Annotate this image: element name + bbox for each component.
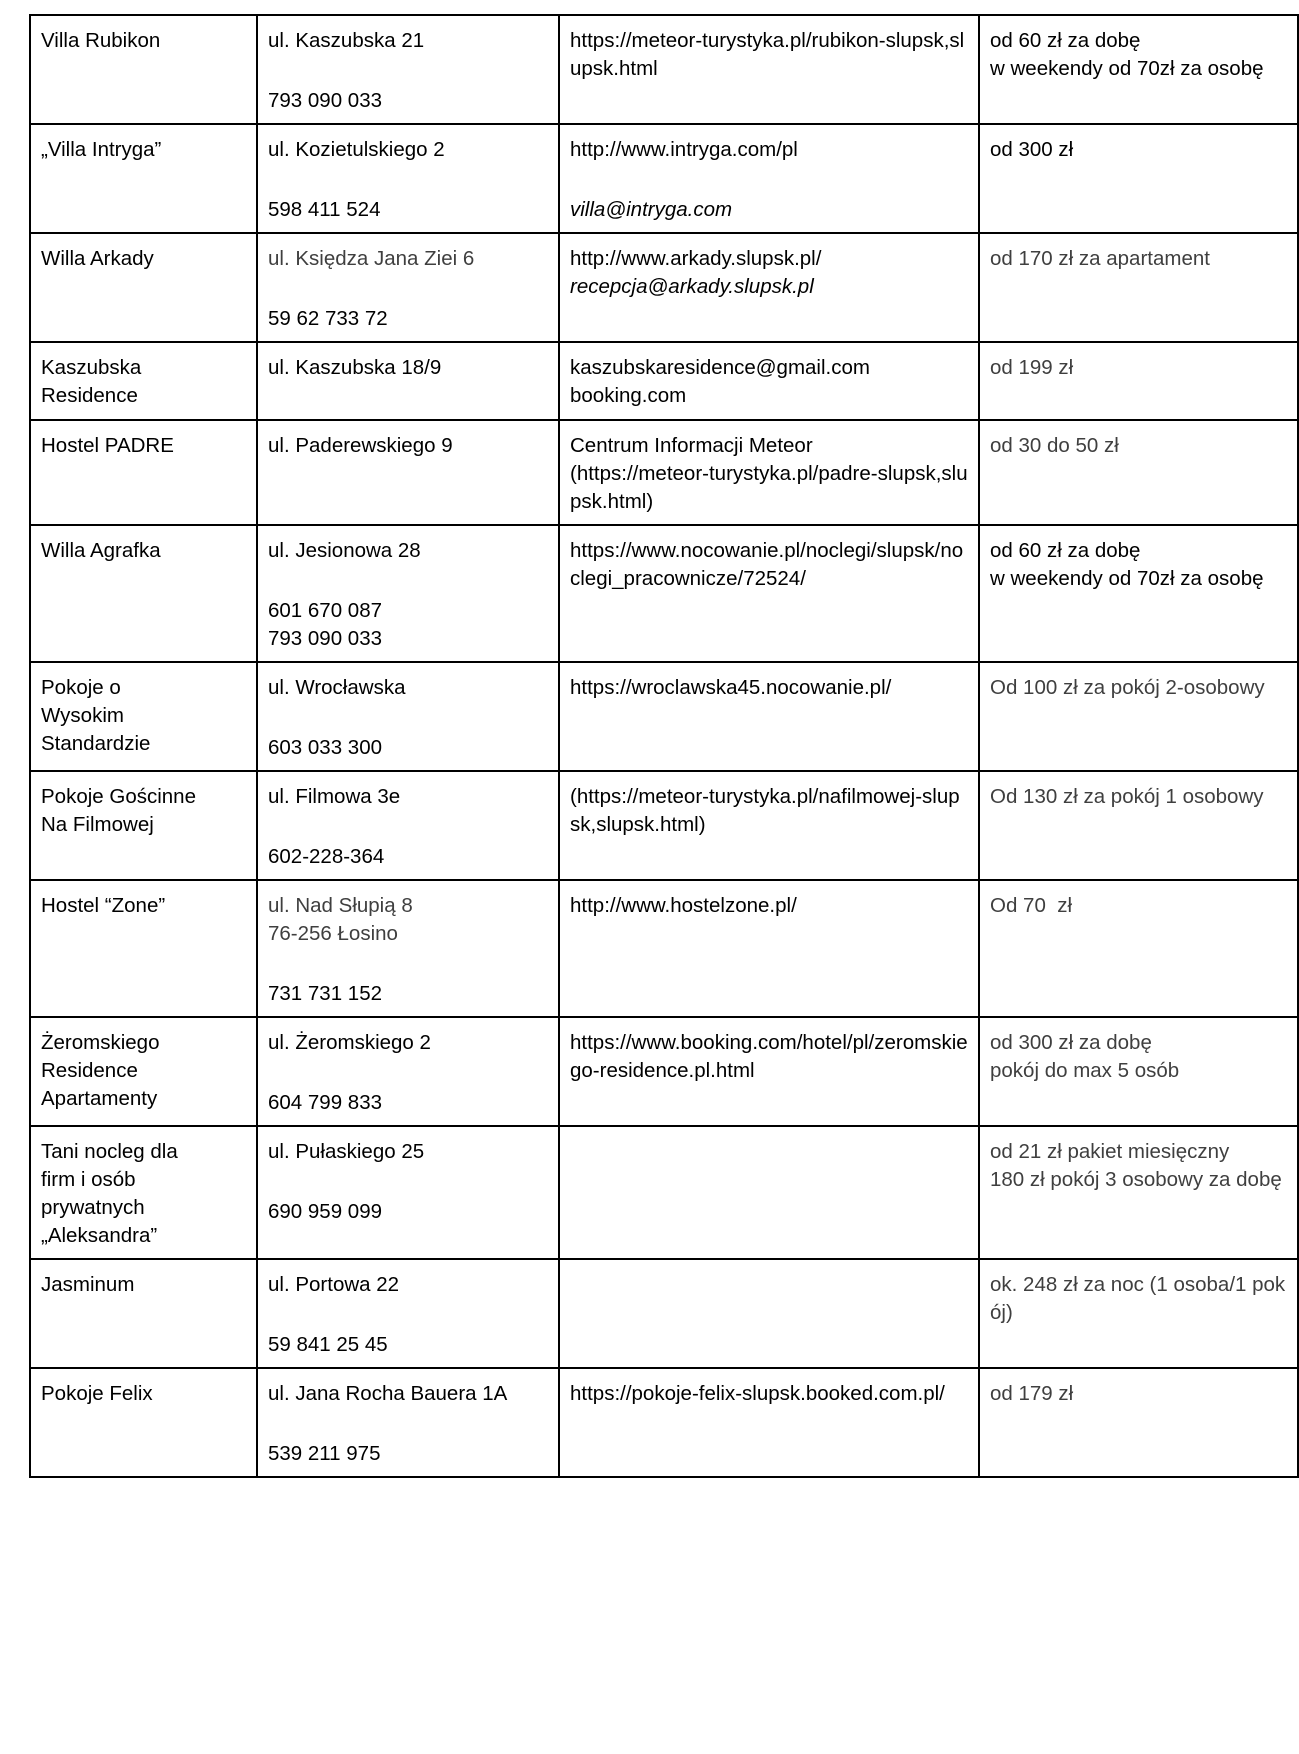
address-cell — [257, 233, 559, 342]
web-cell — [559, 525, 979, 662]
web-cell — [559, 771, 979, 880]
address: ul. Filmowa 3e — [268, 785, 401, 808]
web-cell — [559, 342, 979, 420]
phone: 602-228-364 — [268, 845, 385, 868]
price: od 170 zł za apartament — [990, 247, 1210, 270]
lodging-name: Kaszubska — [41, 356, 142, 379]
price-cell — [979, 15, 1298, 124]
price: od 60 zł za dobę — [990, 29, 1141, 52]
table-row — [30, 771, 1298, 880]
name-cell — [30, 342, 257, 420]
address-cell — [257, 15, 559, 124]
price-cell — [979, 1259, 1298, 1368]
table-row — [30, 342, 1298, 420]
name-cell — [30, 525, 257, 662]
lodging-name: Standardzie — [41, 732, 151, 755]
table-row — [30, 1017, 1298, 1126]
table-row — [30, 233, 1298, 342]
lodging-table — [29, 14, 1299, 1478]
web-cell — [559, 1017, 979, 1126]
price: od 60 zł za dobę — [990, 539, 1141, 562]
price-cell — [979, 1126, 1298, 1259]
address-cell — [257, 1368, 559, 1477]
lodging-name: prywatnych — [41, 1196, 145, 1219]
address-cell — [257, 420, 559, 525]
name-cell — [30, 1126, 257, 1259]
phone: 603 033 300 — [268, 736, 383, 759]
address-cell — [257, 662, 559, 771]
table-row — [30, 525, 1298, 662]
website-link[interactable]: (https://meteor-turystyka.pl/padre-slupsk,slupsk.html) — [570, 462, 968, 513]
address: ul. Jana Rocha Bauera 1A — [268, 1382, 508, 1405]
lodging-name: Willa Arkady — [41, 247, 154, 270]
lodging-name: Na Filmowej — [41, 813, 154, 836]
address: 76-256 Łosino — [268, 922, 398, 945]
phone: 601 670 087 — [268, 599, 383, 622]
phone: 793 090 033 — [268, 89, 383, 112]
email-link[interactable]: villa@intryga.com — [570, 198, 733, 221]
lodging-name: Apartamenty — [41, 1087, 158, 1110]
address-cell — [257, 124, 559, 233]
address: ul. Kaszubska 21 — [268, 29, 425, 52]
price-cell — [979, 771, 1298, 880]
web-cell — [559, 1368, 979, 1477]
lodging-name: Wysokim — [41, 704, 124, 727]
phone: 59 841 25 45 — [268, 1333, 388, 1356]
web-cell — [559, 1126, 979, 1259]
website-link[interactable]: http://www.intryga.com/pl — [570, 138, 798, 161]
table-row — [30, 1368, 1298, 1477]
price-cell — [979, 342, 1298, 420]
lodging-name: Residence — [41, 1059, 138, 1082]
phone: 539 211 975 — [268, 1442, 381, 1465]
name-cell — [30, 1259, 257, 1368]
lodging-name: Willa Agrafka — [41, 539, 161, 562]
lodging-name: „Aleksandra” — [41, 1224, 158, 1247]
name-cell — [30, 233, 257, 342]
email-link[interactable]: recepcja@arkady.slupsk.pl — [570, 275, 814, 298]
address-cell — [257, 880, 559, 1017]
address: ul. Kaszubska 18/9 — [268, 356, 442, 379]
price: od 199 zł — [990, 356, 1074, 379]
phone: 598 411 524 — [268, 198, 381, 221]
lodging-name: Pokoje o — [41, 676, 121, 699]
website-link[interactable]: https://www.nocowanie.pl/noclegi/slupsk/noclegi_pracownicze/72524/ — [570, 539, 964, 590]
website-link[interactable]: https://www.booking.com/hotel/pl/zeromskiego-residence.pl.html — [570, 1031, 968, 1082]
address: ul. Portowa 22 — [268, 1273, 400, 1296]
address-cell — [257, 342, 559, 420]
name-cell — [30, 1017, 257, 1126]
lodging-name: Hostel PADRE — [41, 434, 174, 457]
price-cell — [979, 233, 1298, 342]
price: ok. 248 zł za noc (1 osoba/1 pokój) — [990, 1273, 1286, 1324]
price: od 300 zł za dobę — [990, 1031, 1152, 1054]
price-cell — [979, 525, 1298, 662]
name-cell — [30, 420, 257, 525]
price: od 30 do 50 zł — [990, 434, 1119, 457]
lodging-name: Żeromskiego — [41, 1031, 160, 1054]
table-row — [30, 1126, 1298, 1259]
web-cell — [559, 880, 979, 1017]
price-cell — [979, 420, 1298, 525]
price-cell — [979, 662, 1298, 771]
price: 180 zł pokój 3 osobowy za dobę — [990, 1168, 1282, 1191]
lodging-name: Pokoje Gościnne — [41, 785, 196, 808]
price: od 21 zł pakiet miesięczny — [990, 1140, 1230, 1163]
phone: 604 799 833 — [268, 1091, 383, 1114]
lodging-name: Tani nocleg dla — [41, 1140, 178, 1163]
name-cell — [30, 1368, 257, 1477]
address: ul. Księdza Jana Ziei 6 — [268, 247, 475, 270]
web-cell — [559, 233, 979, 342]
address: ul. Pułaskiego 25 — [268, 1140, 425, 1163]
address-cell — [257, 1126, 559, 1259]
price: od 179 zł — [990, 1382, 1074, 1405]
name-cell — [30, 771, 257, 880]
website-link[interactable]: (https://meteor-turystyka.pl/nafilmowej-slupsk,slupsk.html) — [570, 785, 960, 836]
phone: 59 62 733 72 — [268, 307, 388, 330]
price: Od 70 zł — [990, 894, 1073, 917]
price: Od 130 zł za pokój 1 osobowy — [990, 785, 1264, 808]
web-cell — [559, 420, 979, 525]
price: w weekendy od 70zł za osobę — [990, 57, 1264, 80]
price-cell — [979, 1368, 1298, 1477]
lodging-name: Villa Rubikon — [41, 29, 161, 52]
name-cell — [30, 124, 257, 233]
address-cell — [257, 525, 559, 662]
phone: 731 731 152 — [268, 982, 383, 1005]
address: ul. Wrocławska — [268, 676, 406, 699]
address: ul. Żeromskiego 2 — [268, 1031, 431, 1054]
table-row — [30, 880, 1298, 1017]
website-link[interactable]: https://meteor-turystyka.pl/rubikon-slupsk,slupsk.html — [570, 29, 965, 80]
address-cell — [257, 1259, 559, 1368]
price: od 300 zł — [990, 138, 1074, 161]
address: ul. Nad Słupią 8 — [268, 894, 413, 917]
address: ul. Kozietulskiego 2 — [268, 138, 445, 161]
name-cell — [30, 15, 257, 124]
address: ul. Paderewskiego 9 — [268, 434, 453, 457]
price: w weekendy od 70zł za osobę — [990, 567, 1264, 590]
price-cell — [979, 1017, 1298, 1126]
phone: 690 959 099 — [268, 1200, 383, 1223]
email-link[interactable]: kaszubskaresidence@gmail.com — [570, 356, 870, 379]
table-row — [30, 124, 1298, 233]
website-link[interactable]: booking.com — [570, 384, 687, 407]
price-cell — [979, 880, 1298, 1017]
price: pokój do max 5 osób — [990, 1059, 1180, 1082]
lodging-name: Hostel “Zone” — [41, 894, 166, 917]
table-row — [30, 1259, 1298, 1368]
info-centre: Centrum Informacji Meteor — [570, 434, 813, 457]
lodging-name: „Villa Intryga” — [41, 138, 162, 161]
table-row — [30, 420, 1298, 525]
lodging-name: Residence — [41, 384, 138, 407]
name-cell — [30, 662, 257, 771]
web-cell — [559, 1259, 979, 1368]
address: ul. Jesionowa 28 — [268, 539, 421, 562]
lodging-name: Jasminum — [41, 1273, 135, 1296]
table-row — [30, 15, 1298, 124]
web-cell — [559, 662, 979, 771]
table-row — [30, 662, 1298, 771]
website-link[interactable]: http://www.arkady.slupsk.pl/ — [570, 247, 822, 270]
price: Od 100 zł za pokój 2-osobowy — [990, 676, 1265, 699]
phone: 793 090 033 — [268, 627, 383, 650]
website-link[interactable]: https://wroclawska45.nocowanie.pl/ — [570, 676, 892, 699]
website-link[interactable]: https://pokoje-felix-slupsk.booked.com.pl/ — [570, 1382, 945, 1405]
lodging-name: Pokoje Felix — [41, 1382, 153, 1405]
address-cell — [257, 771, 559, 880]
lodging-name: firm i osób — [41, 1168, 136, 1191]
web-cell — [559, 124, 979, 233]
website-link[interactable]: http://www.hostelzone.pl/ — [570, 894, 797, 917]
address-cell — [257, 1017, 559, 1126]
price-cell — [979, 124, 1298, 233]
name-cell — [30, 880, 257, 1017]
web-cell — [559, 15, 979, 124]
